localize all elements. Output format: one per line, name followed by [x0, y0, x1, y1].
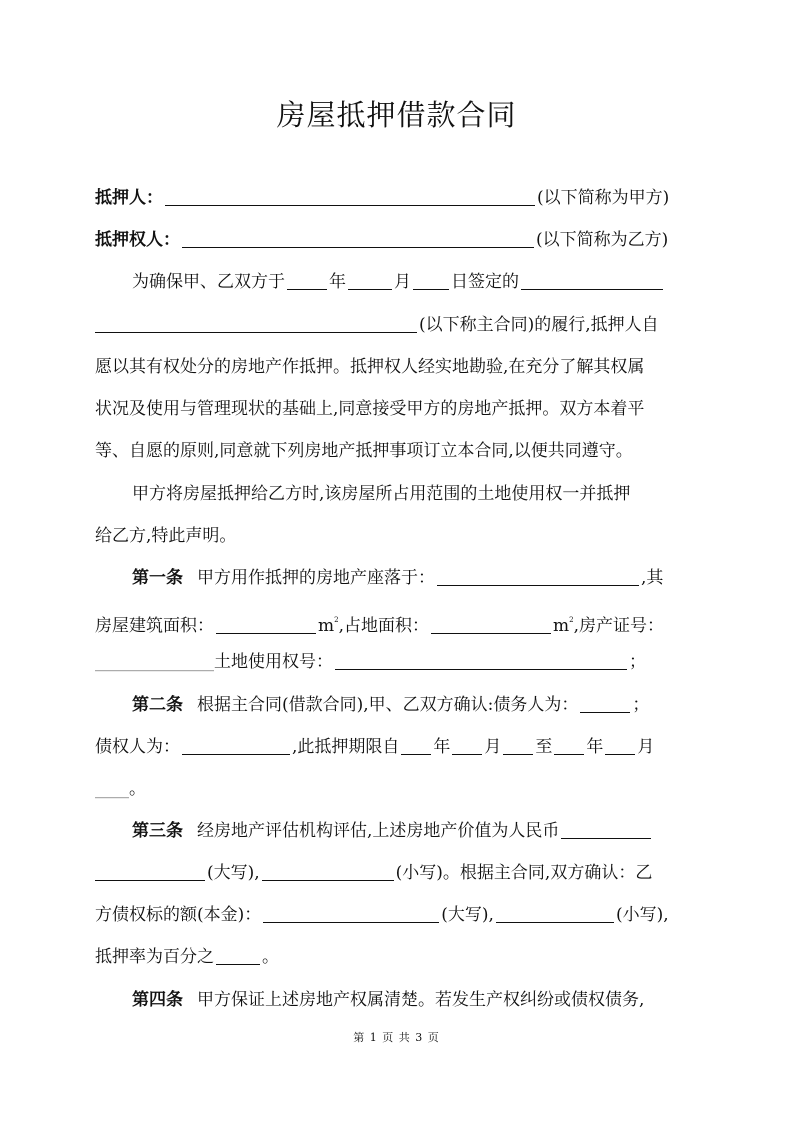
- land-area-blank[interactable]: [431, 615, 551, 634]
- article-2-line-2: [95, 732, 699, 762]
- article-3-line-2: [95, 858, 699, 888]
- mortgagor-line: [95, 183, 699, 213]
- creditor-label: 债权人为：: [95, 737, 180, 757]
- article-3-line-1: [95, 816, 699, 846]
- property-value-blank[interactable]: [561, 820, 651, 839]
- intro-line-3: 愿以其有权处分的房地产作抵押。抵押权人经实地勘验,在充分了解其权属: [95, 357, 645, 377]
- mortgagee-blank[interactable]: [182, 229, 534, 248]
- intro-day: 日签定的: [451, 272, 519, 292]
- building-area-sup: 2: [334, 616, 339, 624]
- mortgagor-suffix: (以下简称为甲方): [537, 188, 670, 208]
- article-2-line-1: [95, 690, 699, 720]
- mortgage-rate-blank[interactable]: [216, 946, 260, 965]
- article-2-text-a: 根据主合同(借款合同),甲、乙双方确认:债务人为：: [197, 695, 579, 715]
- property-location-blank[interactable]: [437, 567, 639, 586]
- article-1-line-3: [95, 647, 699, 677]
- article-3-text-b: (小写)。根据主合同,双方确认：乙: [395, 863, 653, 883]
- article-3-line-3: [95, 900, 699, 930]
- intro-line-2: [95, 310, 699, 340]
- building-area-blank[interactable]: [216, 615, 316, 634]
- intro-month-blank[interactable]: [348, 271, 392, 290]
- property-value-lower-blank[interactable]: [262, 862, 394, 881]
- term-label: ,此抵押期限自: [292, 737, 400, 757]
- article-3-text-a: 经房地产评估机构评估,上述房地产价值为人民币: [197, 821, 560, 841]
- article-1-text-a-end: ,其: [641, 568, 664, 588]
- intro-contract-blank[interactable]: [521, 271, 663, 290]
- intro-line-1: [95, 267, 699, 297]
- intro-year: 年: [329, 272, 346, 292]
- article-3-heading: 第三条: [132, 821, 183, 841]
- article-1-line-1: [95, 563, 699, 593]
- mortgagor-blank[interactable]: [165, 187, 535, 206]
- end-month: 月: [637, 737, 655, 757]
- article-2-end: 。: [129, 779, 146, 799]
- property-cert-label: ,房产证号：: [573, 616, 664, 636]
- start-year: 年: [433, 737, 451, 757]
- principal-lower-blank[interactable]: [496, 904, 614, 923]
- intro-line-4: 状况及使用与管理现状的基础上,同意接受甲方的房地产抵押。双方本着平: [95, 399, 645, 419]
- building-area-label: 房屋建筑面积：: [95, 616, 214, 636]
- intro-day-blank[interactable]: [413, 271, 449, 290]
- start-month: 月: [484, 737, 502, 757]
- intro2-line-2: 给乙方,特此声明。: [95, 526, 237, 546]
- creditor-blank[interactable]: [182, 736, 290, 755]
- mortgagee-label: 抵押权人：: [95, 230, 180, 250]
- mortgagor-label: 抵押人：: [95, 188, 163, 208]
- land-use-blank[interactable]: [335, 651, 627, 670]
- land-area-sup: 2: [569, 616, 574, 624]
- building-area-unit: m: [318, 616, 335, 636]
- intro2-text-a: 甲方将房屋抵押给乙方时,该房屋所占用范围的土地使用权一并抵押: [132, 484, 631, 504]
- page-footer: 第 1 页 共 3 页: [353, 1031, 440, 1044]
- mortgagee-line: [95, 225, 699, 255]
- upper-label-2: (大写),: [441, 905, 494, 925]
- mortgage-rate-label: 抵押率为百分之: [95, 947, 214, 967]
- intro-line-5: 等、自愿的原则,同意就下列房地产抵押事项订立本合同,以便共同遵守。: [95, 441, 633, 461]
- debtor-blank[interactable]: [580, 694, 630, 713]
- intro-text-b: (以下称主合同)的履行,抵押人自: [419, 315, 659, 335]
- article-2-text-a-end: ；: [632, 695, 650, 715]
- end-day-blank[interactable]: ____: [95, 779, 129, 799]
- land-area-label: ,占地面积：: [338, 616, 429, 636]
- principal-upper-blank[interactable]: [263, 904, 439, 923]
- document-title: 房屋抵押借款合同: [276, 98, 517, 132]
- start-year-blank[interactable]: [401, 736, 431, 755]
- lower-label-2: (小写),: [615, 905, 669, 925]
- principal-label: 方债权标的额(本金)：: [95, 905, 262, 925]
- upper-label-1: (大写),: [207, 863, 260, 883]
- article-1-end: ；: [629, 652, 646, 672]
- mortgagee-suffix: (以下简称为乙方): [536, 230, 669, 250]
- intro-contract-blank-2[interactable]: [95, 314, 417, 333]
- article-2-line-3: [95, 774, 699, 804]
- intro2-line-1: [95, 479, 699, 509]
- start-day-blank[interactable]: [503, 736, 533, 755]
- article-3-line-4: [95, 942, 699, 972]
- article-4-text-a: 甲方保证上述房地产权属清楚。若发生产权纠纷或债权债务,: [197, 990, 645, 1010]
- property-cert-blank[interactable]: ______________: [95, 652, 214, 672]
- end-month-blank[interactable]: [605, 736, 635, 755]
- land-use-label: 土地使用权号：: [214, 652, 333, 672]
- article-3-end: 。: [262, 947, 279, 967]
- end-year: 年: [586, 737, 604, 757]
- article-4-line-1: [95, 985, 699, 1015]
- start-month-blank[interactable]: [452, 736, 482, 755]
- property-value-upper-blank[interactable]: [95, 862, 205, 881]
- term-to: 至: [535, 737, 553, 757]
- intro-month: 月: [394, 272, 411, 292]
- article-1-line-2: [95, 605, 699, 635]
- article-1-heading: 第一条: [132, 568, 183, 588]
- article-2-heading: 第二条: [132, 695, 183, 715]
- intro-text-a: 为确保甲、乙双方于: [132, 272, 285, 292]
- end-year-blank[interactable]: [554, 736, 584, 755]
- article-4-heading: 第四条: [132, 990, 183, 1010]
- intro-year-blank[interactable]: [287, 271, 327, 290]
- article-1-text-a: 甲方用作抵押的房地产座落于：: [197, 568, 435, 588]
- land-area-unit: m: [553, 616, 570, 636]
